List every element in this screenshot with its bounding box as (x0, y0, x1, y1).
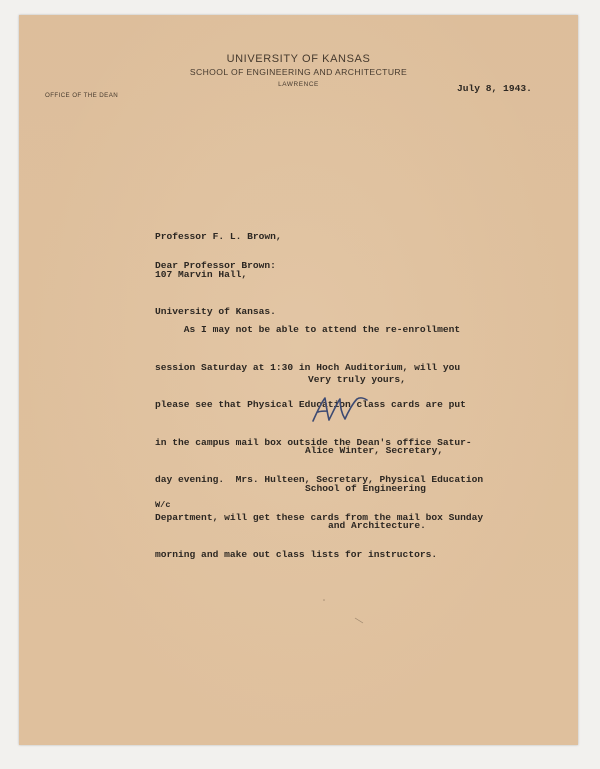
letter-page (19, 15, 578, 745)
paper-blemishes (19, 15, 578, 745)
letter-date: July 8, 1943. (457, 83, 532, 94)
body-line: day evening. Mrs. Hulteen, Secretary, Physical Education (155, 474, 484, 485)
body-line: As I may not be able to attend the re-enrollment (155, 324, 461, 335)
letterhead-school: SCHOOL OF ENGINEERING AND ARCHITECTURE (189, 67, 408, 77)
signature-line: Alice Winter, Secretary, (305, 445, 444, 456)
letterhead-university: UNIVERSITY OF KANSAS (226, 53, 371, 65)
signature-line: School of Engineering (305, 482, 426, 494)
closing: Very truly yours, (308, 374, 406, 385)
letterhead-city: LAWRENCE (278, 81, 319, 88)
body-line: session Saturday at 1:30 in Hoch Auditorium, will you (155, 361, 461, 373)
recipient-line: 107 Marvin Hall, (155, 268, 248, 280)
body-line: please see that Physical Education class cards are put (155, 399, 466, 410)
signature-line: and Architecture. (305, 520, 426, 531)
salutation: Dear Professor Brown: (155, 260, 276, 271)
recipient-line: Professor F. L. Brown, (155, 231, 282, 242)
body-line: morning and make out class lists for instructors. (155, 549, 438, 560)
body-line: in the campus mail box outside the Dean's office Satur- (155, 436, 472, 448)
recipient-line: University of Kansas. (155, 306, 276, 317)
letterhead-office: OFFICE OF THE DEAN (45, 92, 119, 99)
body-line: Department, will get these cards from the mail box Sunday (155, 511, 484, 523)
typist-initials: W/c (155, 500, 171, 510)
